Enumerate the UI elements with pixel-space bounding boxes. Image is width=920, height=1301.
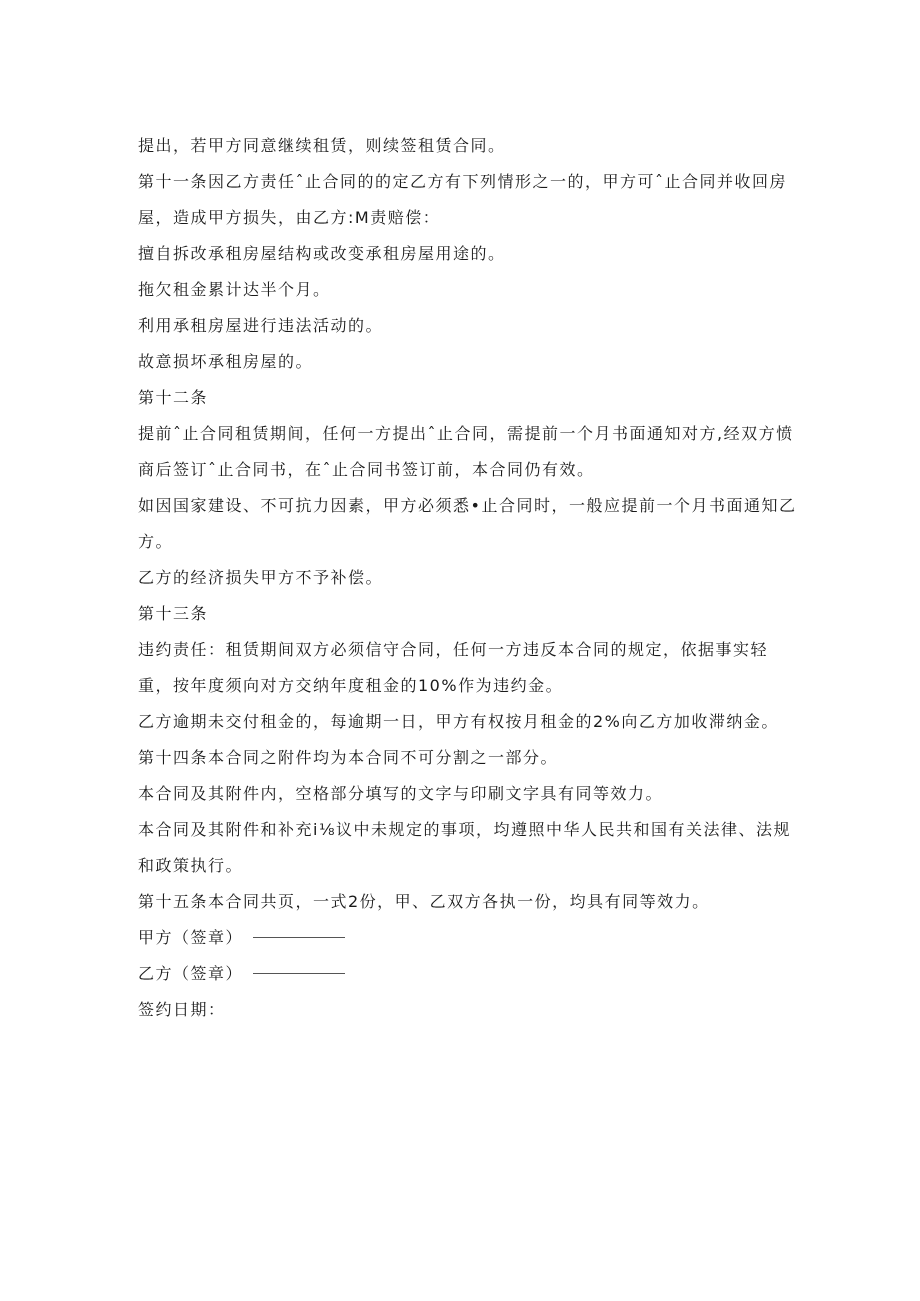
text-line: 提前ˆ止合同租赁期间，任何一方提出ˆ止合同，需提前一个月书面通知对方,经双方愤 xyxy=(138,424,794,443)
party-b-label: 乙方（签章） xyxy=(138,964,244,983)
text-line: 第十五条本合同共页，一式2份，甲、乙双方各执一份，均具有同等效力。 xyxy=(138,892,710,911)
text-line: 提出，若甲方同意继续租赁，则续签租赁合同。 xyxy=(138,136,506,155)
text-line: 本合同及其附件和补充i⅛议中未规定的事项，均遵照中华人民共和国有关法律、法规 xyxy=(138,820,791,839)
text-line: 故意损坏承租房屋的。 xyxy=(138,352,314,371)
party-a-signature xyxy=(138,920,788,956)
text-line: 和政策执行。 xyxy=(138,856,244,875)
text-line: 第十四条本合同之附件均为本合同不可分割之一部分。 xyxy=(138,748,559,767)
text-line: 第十一条因乙方责任ˆ止合同的的定乙方有下列情形之一的，甲方可ˆ止合同并收回房 xyxy=(138,172,788,191)
text-line: 如因国家建设、不可抗力因素，甲方必须悉•止合同时，一般应提前一个月书面通知乙 xyxy=(138,496,797,515)
signing-date xyxy=(138,992,788,1028)
signing-date-label: 签约日期： xyxy=(138,1000,226,1019)
party-b-signature-blank xyxy=(253,973,345,974)
text-line: 违约责任：租赁期间双方必须信守合同，任何一方违反本合同的规定，依据事实轻 xyxy=(138,640,769,659)
text-line: 屋，造成甲方损失，由乙方:M责赔偿： xyxy=(138,208,441,227)
section-heading: 第十三条 xyxy=(138,604,209,623)
text-line: 乙方逾期未交付租金的，每逾期一日，甲方有权按月租金的2%向乙方加收滞纳金。 xyxy=(138,712,779,731)
text-line: 重，按年度须向对方交纳年度租金的10%作为违约金。 xyxy=(138,676,564,695)
party-a-label: 甲方（签章） xyxy=(138,928,244,947)
text-line: 拖欠租金累计达半个月。 xyxy=(138,280,331,299)
section-heading: 第十二条 xyxy=(138,388,209,407)
text-line: 本合同及其附件内，空格部分填写的文字与印刷文字具有同等效力。 xyxy=(138,784,664,803)
contract-body xyxy=(138,128,797,1028)
text-line: 乙方的经济损失甲方不予补偿。 xyxy=(138,568,384,587)
text-line: 擅自拆改承租房屋结构或改变承租房屋用途的。 xyxy=(138,244,506,263)
text-line: 方。 xyxy=(138,532,174,551)
party-a-signature-blank xyxy=(253,937,345,938)
text-line: 商后签订ˆ止合同书，在ˆ止合同书签订前，本合同仍有效。 xyxy=(138,460,595,479)
party-b-signature xyxy=(138,956,788,992)
text-line: 利用承租房屋进行违法活动的。 xyxy=(138,316,384,335)
